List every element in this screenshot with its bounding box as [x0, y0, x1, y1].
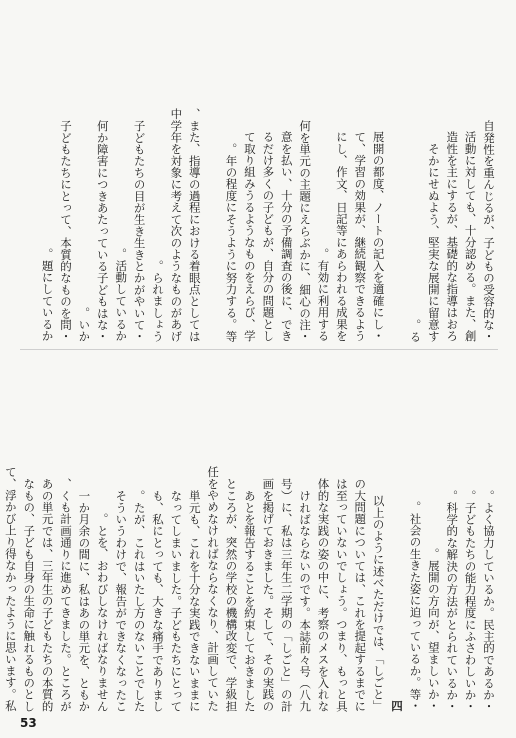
text-column: いか。 [77, 306, 92, 342]
text-column: 題にしているか。 [40, 248, 55, 342]
checklist-column: ・社会の生きた姿に迫っているか。等。 [408, 501, 423, 712]
checklist-column: ・子どもたちの能力程度にふさわしいか。 [463, 489, 478, 712]
text-column: なもの、子ども自身の生命に触れるものとし [22, 478, 37, 712]
text-column: ・子どもたちの目が生き生きとかがやいて [132, 119, 147, 342]
text-column [388, 14, 406, 342]
text-column: 有効に利用する。 [316, 248, 331, 342]
text-column: られましょう。 [150, 260, 165, 342]
text-column: あとを報告することを約束しておきました [242, 489, 257, 712]
text-column: ところが、突然の学校の機構改変で、学級担 [224, 478, 239, 712]
text-column: て、学習の効果が、継続観察できるよう [353, 131, 368, 342]
text-column: 号）に、私は三年生二学期の「しごと」の計 [279, 478, 294, 712]
divider-rule [20, 349, 498, 350]
text-column: あの単元では、三年生の子どもたちの本質的 [40, 478, 55, 712]
text-column [204, 14, 222, 342]
text-column: て取り組みうるようなものをえらび、学 [242, 131, 257, 342]
section-heading: 四 [390, 700, 405, 712]
text-column: とを、おわびしなければなりません。 [95, 513, 110, 712]
text-column: そかにせぬよう、堅実な展開に留意す [426, 143, 441, 342]
text-column: も、私にとっても、大きな痛手でありまし [150, 489, 165, 712]
text-column: ければならないのです。本誌前々号（八九 [298, 489, 313, 712]
text-column: 意を払い、十分の予備調査の後に、でき [279, 131, 294, 342]
checklist-column: ・よく協力しているか。民主的であるか。 [482, 489, 496, 712]
text-column: くも計画通りに進めてきました。ところが、 [59, 477, 74, 712]
text-column: 任をやめなければならなくなり、計画していた [206, 466, 221, 712]
text-column: 活動に対しても、十分認める。また、創 [463, 131, 478, 342]
text-column: 造性を主にするが、基礎的な指導はおろ [445, 131, 460, 342]
text-column: にし、作文、日記等にあらわれる成果を [334, 131, 349, 342]
text-column: たが、これはいたし方のないことでした。 [132, 489, 147, 712]
text-column: なってしまいました。子どもたちにとって [169, 489, 184, 712]
upper-text-block [20, 14, 498, 342]
text-column: ・何か障害につきあたっている子どもはな [95, 119, 110, 342]
text-column: ・何を単元の主題にえらぶかに、細心の注 [298, 119, 313, 342]
text-column: ・展開の都度、ノートの記入を適確にし [371, 131, 386, 342]
text-column: 単元も、これを十分な実践できないままに [187, 489, 202, 712]
lower-text-block [3, 356, 498, 712]
text-column: る。 [408, 318, 423, 342]
text-column: 活動しているか。 [114, 248, 129, 342]
text-column: 中学年を対象に考えて次のようなものがあげ [169, 108, 184, 342]
text-column: 体的な実践の姿の中に、考察のメスを入れな [316, 478, 331, 712]
text-column: 画を掲げておきました。そして、その実践の [261, 478, 276, 712]
text-column: また、指導の過程における着眼点としては、 [187, 107, 202, 342]
checklist-column: ・科学的な解決の方法がとられているか。 [445, 489, 460, 712]
text-column: ・子どもたちにとって、本質的なものを問 [59, 119, 74, 342]
text-column: 以上のように述べただけでは、「しごと」 [371, 495, 386, 712]
text-column: ・自発性を重んじるが、子どもの受容的な [482, 119, 496, 342]
text-column: の大問題については、これを提起するまでに [353, 478, 368, 712]
text-column: るだけ多くの子どもが、自分の問題とし [261, 131, 276, 342]
text-column: は至っていないでしょう。つまり、もっと具 [334, 478, 349, 712]
text-column: 一か月余の間に、私はあの単元を、ともか [77, 489, 92, 712]
text-column [0, 356, 1, 712]
text-column: そういうわけで、報告ができなくなったこ [114, 489, 129, 712]
page-number: 53 [20, 716, 37, 730]
checklist-column: ・展開の方向が、望ましいか。 [426, 548, 441, 712]
text-column: て、浮かび上り得なかったように思います。私 [3, 466, 18, 712]
text-column: 年の程度にそうように努力する。等。 [224, 143, 239, 342]
